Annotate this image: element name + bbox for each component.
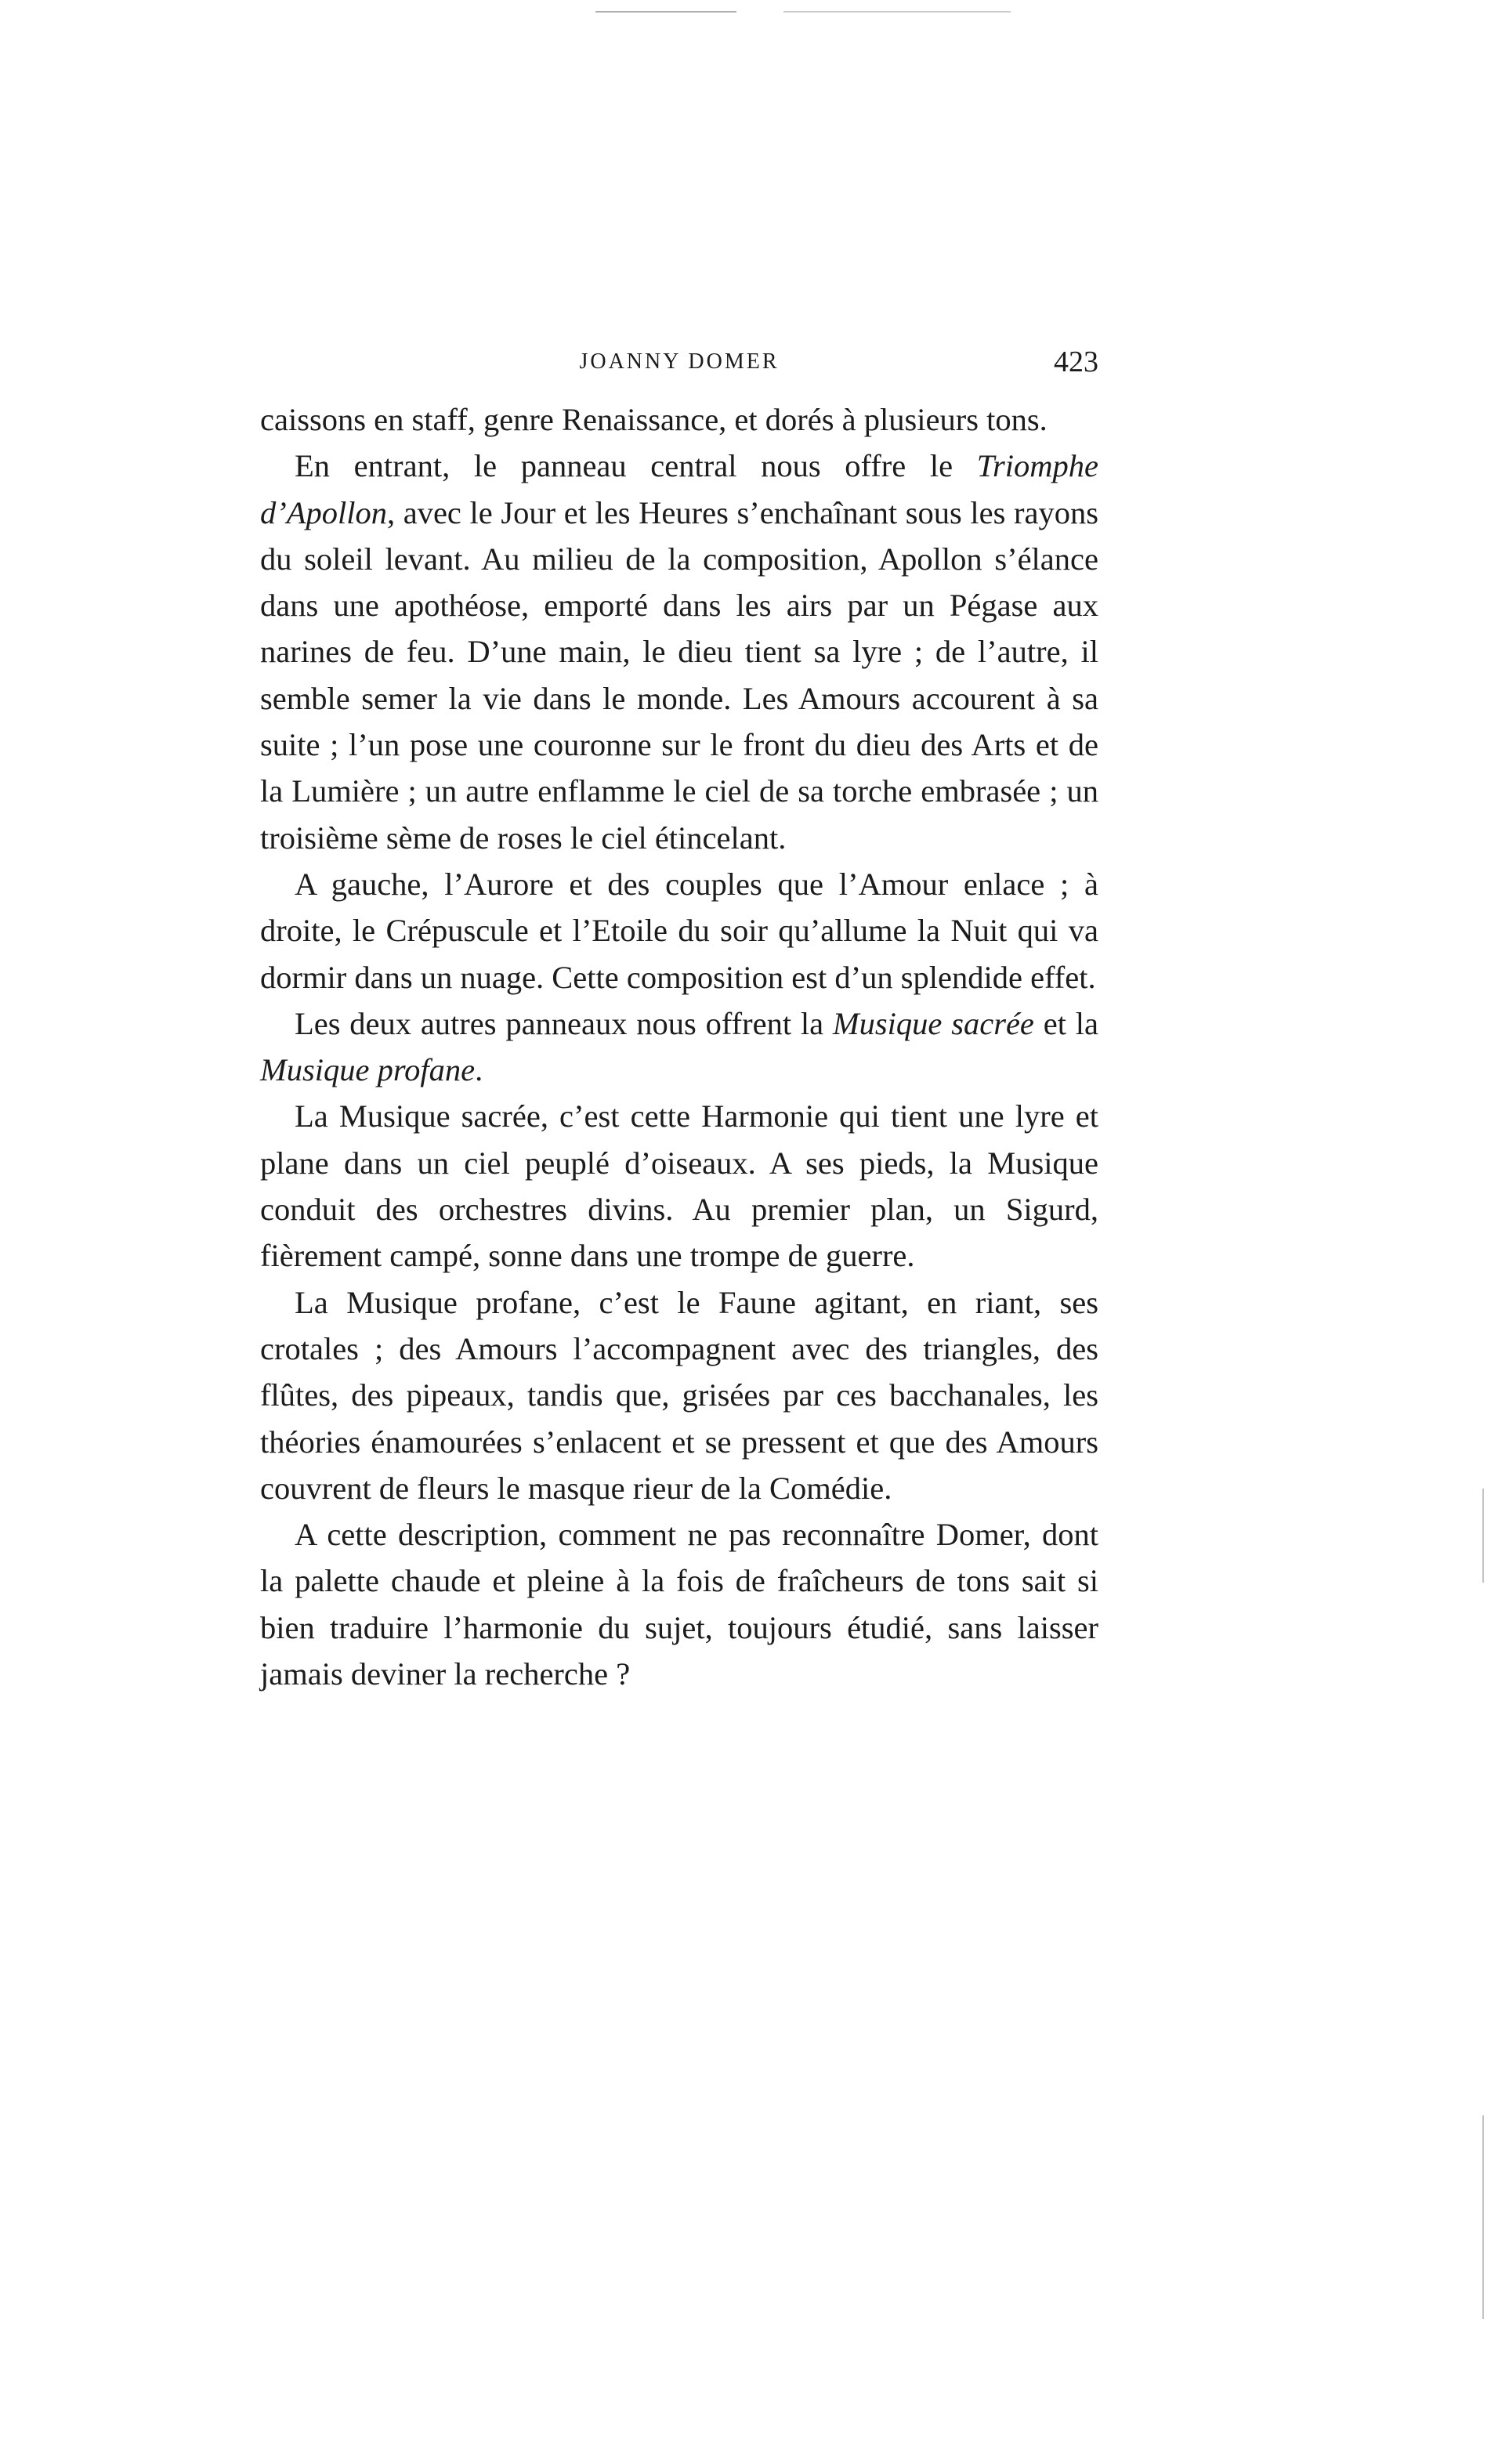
- scan-edge-mark: [1482, 1489, 1484, 1583]
- paragraph: [260, 1093, 1098, 1279]
- paragraph-text: En entrant, le panneau central nous offre le: [295, 448, 977, 484]
- italic-title: Triomphe d’Apollon: [260, 448, 1098, 530]
- scan-artifact-line: [595, 11, 736, 13]
- paragraph-text: A gauche, l’Aurore et des couples que l’Amour enlace ; à droite, le Crépuscule et l’Etoile du soir qu’allume la Nuit qui va dormir dans un nuage. Cette composition est d’un splendide effet.: [260, 866, 1098, 995]
- paragraph-text: Les deux autres panneaux nous offrent la: [295, 1005, 833, 1041]
- scan-artifact-line: [783, 11, 1011, 13]
- paragraph: [260, 1511, 1098, 1697]
- italic-title: Musique sacrée: [832, 1005, 1034, 1041]
- paragraph: [260, 1279, 1098, 1511]
- paragraph: [260, 861, 1098, 1000]
- paragraph: [260, 396, 1098, 443]
- paragraph-text: A cette description, comment ne pas reconnaître Domer, dont la palette chaude et pleine à la fois de fraîcheurs de tons sait si bien traduire l’harmonie du sujet, toujours étudié, sans laisser jamais deviner la recherche ?: [260, 1517, 1098, 1692]
- running-head: JOANNY DOMER: [579, 349, 780, 374]
- paragraph-text: .: [475, 1052, 483, 1088]
- paragraph-text: , avec le Jour et les Heures s’enchaînant sous les rayons du soleil levant. Au milieu de la composition, Apollon s’élance dans une apothéose, emporté dans les airs par un Pégase aux narines de feu. D’une main, le dieu tient sa lyre ; de l’autre, il semble semer la vie dans le monde. Les Amours accourent à sa suite ; l’un pose une couronne sur le front du dieu des Arts et de la Lumière ; un autre enflamme le ciel de sa torche embrasée ; un troisième sème de roses le ciel étincelant.: [260, 494, 1098, 856]
- italic-title: Musique profane: [260, 1052, 476, 1088]
- paragraph-text: caissons en staff, genre Renaissance, et dorés à plusieurs tons.: [260, 402, 1048, 437]
- paragraph-text: et la: [1033, 1005, 1098, 1041]
- body-text: [260, 396, 1098, 1697]
- page-header: [260, 338, 1098, 385]
- paragraph: [260, 443, 1098, 861]
- page-number: 423: [1054, 346, 1098, 378]
- paragraph-text: La Musique sacrée, c’est cette Harmonie qui tient une lyre et plane dans un ciel peuplé d’oiseaux. A ses pieds, la Musique conduit des orchestres divins. Au premier plan, un Sigurd, fièrement campé, sonne dans une trompe de guerre.: [260, 1098, 1098, 1274]
- paragraph: [260, 1000, 1098, 1094]
- paragraph-text: La Musique profane, c’est le Faune agitant, en riant, ses crotales ; des Amours l’accompagnent avec des triangles, des flûtes, des pipeaux, tandis que, grisées par ces bacchanales, les théories énamourées s’enlacent et se pressent et que des Amours couvrent de fleurs le masque rieur de la Comédie.: [260, 1284, 1098, 1506]
- scan-edge-mark: [1482, 2115, 1484, 2319]
